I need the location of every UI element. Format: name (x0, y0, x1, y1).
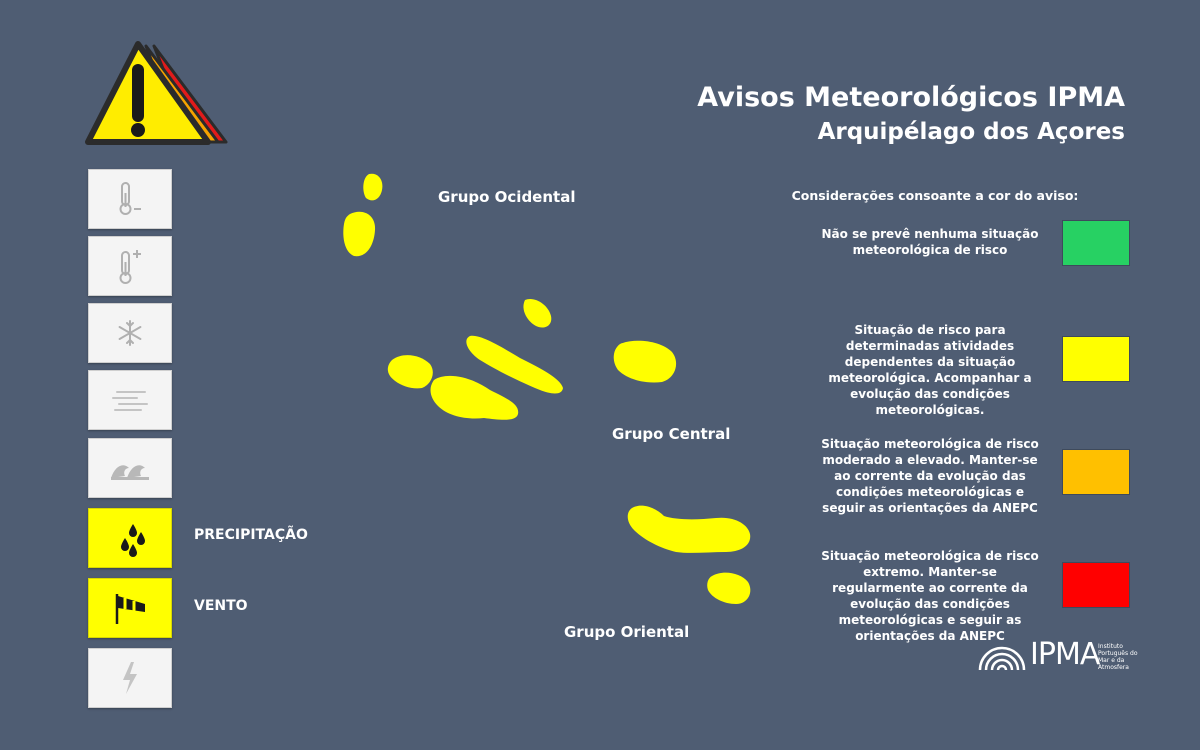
ipma-logo-subtitle: Instituto Português do Mar e da Atmosfera (1098, 643, 1138, 671)
legend-red-swatch (1062, 562, 1130, 608)
island-terceira[interactable] (614, 341, 676, 383)
group-central-label: Grupo Central (612, 425, 731, 443)
legend-orange-swatch (1062, 449, 1130, 495)
legend-yellow-text: Situação de risco para determinadas atividades dependentes da situação meteorológica. Acompanhar a evolução das condições meteorológicas. (828, 323, 1032, 417)
island-faial[interactable] (388, 355, 433, 388)
island-sao-miguel[interactable] (628, 506, 750, 553)
island-santa-maria[interactable] (707, 573, 750, 604)
island-flores[interactable] (343, 212, 375, 257)
island-pico[interactable] (431, 376, 519, 420)
page-title: Avisos Meteorológicos IPMA (697, 82, 1125, 113)
legend-red-text: Situação meteorológica de risco extremo. Manter-se regularmente ao corrente da evolução das condições meteorológicas e seguir as orientações da ANEPC (821, 549, 1039, 643)
precipitation-label: PRECIPITAÇÃO (194, 527, 308, 543)
legend-yellow-swatch (1062, 336, 1130, 382)
legend-heading: Considerações consoante a cor do aviso: (791, 188, 1079, 203)
page-subtitle: Arquipélago dos Açores (817, 119, 1125, 145)
wind-label: VENTO (194, 598, 248, 614)
island-graciosa[interactable] (523, 299, 551, 328)
legend-green-text: Não se prevê nenhuma situação meteorológica de risco (821, 227, 1039, 257)
group-ocidental-label: Grupo Ocidental (438, 188, 576, 206)
group-oriental-label: Grupo Oriental (564, 623, 690, 641)
island-corvo[interactable] (363, 174, 382, 201)
island-shapes (343, 174, 750, 604)
legend-orange-text: Situação meteorológica de risco moderado a elevado. Manter-se ao corrente da evolução das condições meteorológicas e seguir as orientações da ANEPC (821, 437, 1039, 515)
ipma-logo-arcs-icon (976, 640, 1028, 676)
legend-green-swatch (1062, 220, 1130, 266)
ipma-logo-text: IPMA (1030, 637, 1100, 672)
